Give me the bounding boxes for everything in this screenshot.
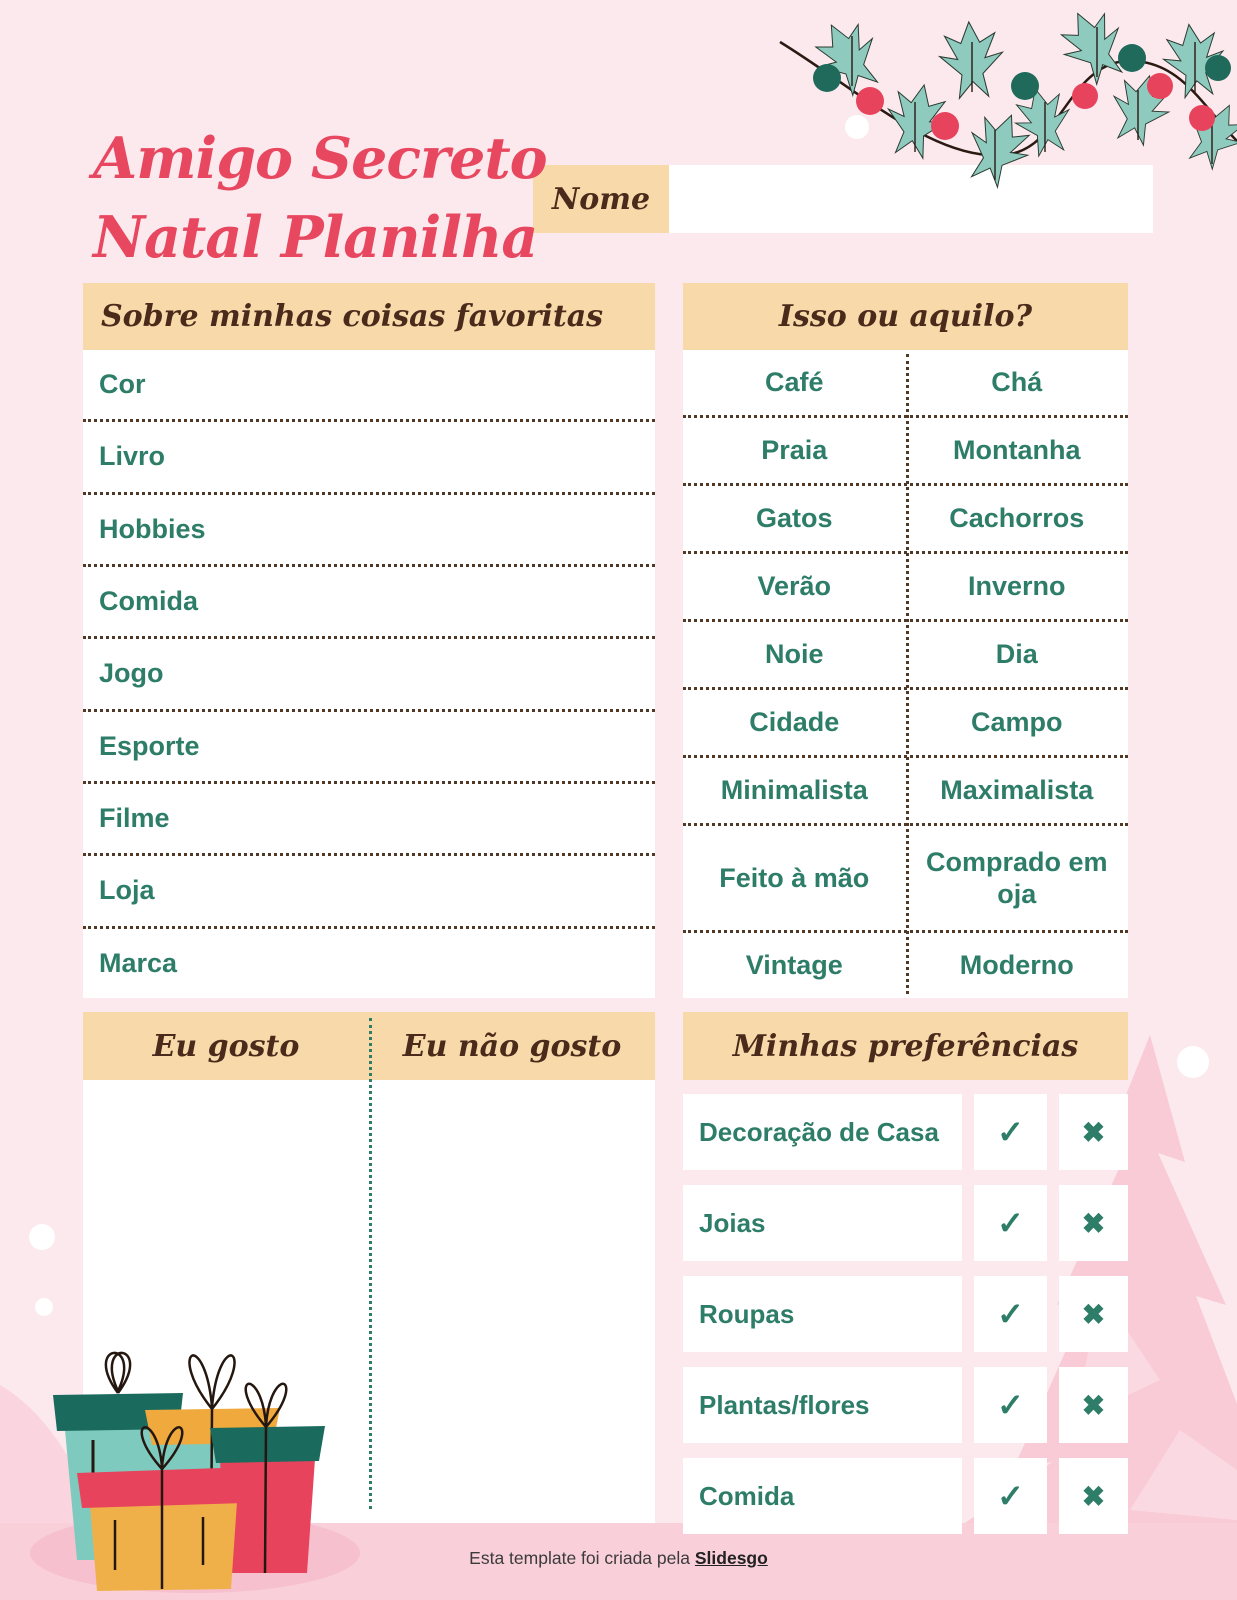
name-label: Nome (533, 165, 669, 233)
holly-garland-illustration (740, 6, 1237, 192)
choice-option-left[interactable]: Verão (757, 571, 832, 602)
footer-credit-text: Esta template foi criada pela (469, 1548, 690, 1568)
choice-option-right[interactable]: Campo (970, 707, 1063, 738)
favorites-row-comida[interactable] (83, 567, 655, 639)
favorites-row-cor[interactable] (83, 350, 655, 422)
choice-option-left[interactable]: Vintage (745, 950, 843, 981)
check-cell[interactable] (974, 1367, 1047, 1443)
preferences-section (683, 1012, 1128, 1534)
favorites-row-marca[interactable] (83, 929, 655, 998)
cross-cell[interactable] (1059, 1458, 1128, 1534)
favorites-label: Hobbies (99, 513, 206, 544)
gifts-illustration (15, 1325, 360, 1600)
cross-icon: ✖ (1081, 1389, 1106, 1421)
cross-icon: ✖ (1081, 1116, 1106, 1148)
likes-header-left: Eu gosto (83, 1012, 369, 1080)
choice-option-left[interactable]: Praia (761, 435, 828, 466)
choice-option-left[interactable]: Feito à mão (719, 862, 870, 893)
favorites-label: Esporte (99, 730, 200, 761)
snow-dot (35, 1298, 53, 1316)
favorites-row-hobbies[interactable] (83, 495, 655, 567)
cross-cell[interactable] (1059, 1367, 1128, 1443)
favorites-row-filme[interactable] (83, 784, 655, 856)
preference-label: Roupas (683, 1276, 962, 1352)
preference-label: Decoração de Casa (683, 1094, 962, 1170)
page-title-line1: Amigo Secreto (93, 125, 547, 193)
page-title (93, 120, 547, 277)
favorites-label: Cor (99, 369, 146, 400)
vertical-dotted-divider (906, 354, 909, 994)
preference-label: Plantas/flores (683, 1367, 962, 1443)
cross-icon: ✖ (1081, 1298, 1106, 1330)
preference-row (683, 1094, 1128, 1170)
this-or-that-header: Isso ou aquilo? (683, 283, 1128, 350)
choice-option-right[interactable]: Comprado em oja (925, 846, 1108, 909)
choice-option-right[interactable]: Maximalista (940, 775, 1094, 806)
choice-option-right[interactable]: Cachorros (949, 503, 1085, 534)
choice-option-left[interactable]: Minimalista (720, 775, 868, 806)
check-icon: ✓ (997, 1478, 1024, 1514)
choice-option-right[interactable]: Dia (995, 639, 1038, 670)
choice-option-left[interactable]: Gatos (755, 503, 833, 534)
cross-cell[interactable] (1059, 1276, 1128, 1352)
check-cell[interactable] (974, 1185, 1047, 1261)
preference-label: Joias (683, 1185, 962, 1261)
check-cell[interactable] (974, 1458, 1047, 1534)
this-or-that-section (683, 283, 1128, 998)
check-icon: ✓ (997, 1205, 1024, 1241)
favorites-label: Jogo (99, 658, 164, 689)
check-icon: ✓ (997, 1387, 1024, 1423)
preference-label: Comida (683, 1458, 962, 1534)
favorites-label: Filme (99, 803, 170, 834)
check-cell[interactable] (974, 1094, 1047, 1170)
favorites-section (83, 283, 655, 998)
favorites-label: Loja (99, 875, 155, 906)
favorites-label: Marca (99, 947, 178, 978)
choice-option-left[interactable]: Cidade (749, 707, 840, 738)
vertical-dotted-divider (369, 1018, 372, 1509)
favorites-row-esporte[interactable] (83, 712, 655, 784)
favorites-row-loja[interactable] (83, 856, 655, 928)
page-title-line2: Natal Planilha (93, 203, 538, 271)
cross-icon: ✖ (1081, 1480, 1106, 1512)
snow-dot (29, 1224, 55, 1250)
check-icon: ✓ (997, 1296, 1024, 1332)
favorites-row-livro[interactable] (83, 422, 655, 494)
preference-row (683, 1276, 1128, 1352)
preference-row (683, 1458, 1128, 1534)
check-icon: ✓ (997, 1114, 1024, 1150)
cross-icon: ✖ (1081, 1207, 1106, 1239)
favorites-row-jogo[interactable] (83, 639, 655, 711)
favorites-label: Livro (99, 441, 166, 472)
likes-header-right: Eu não gosto (369, 1012, 655, 1080)
snow-dot (1177, 1046, 1209, 1078)
preferences-header: Minhas preferências (683, 1012, 1128, 1080)
favorites-label: Comida (99, 586, 199, 617)
choice-option-right[interactable]: Moderno (959, 950, 1074, 981)
choice-option-right[interactable]: Chá (991, 367, 1043, 398)
preference-row (683, 1185, 1128, 1261)
cross-cell[interactable] (1059, 1185, 1128, 1261)
choice-option-right[interactable]: Inverno (967, 571, 1066, 602)
slidesgo-link[interactable]: Slidesgo (694, 1548, 768, 1568)
favorites-header: Sobre minhas coisas favoritas (83, 283, 655, 350)
dislikes-write-area[interactable] (369, 1080, 655, 1523)
preference-row (683, 1367, 1128, 1443)
choice-option-left[interactable]: Café (764, 367, 824, 398)
choice-option-right[interactable]: Montanha (953, 435, 1081, 466)
check-cell[interactable] (974, 1276, 1047, 1352)
choice-option-left[interactable]: Noie (764, 639, 824, 670)
cross-cell[interactable] (1059, 1094, 1128, 1170)
